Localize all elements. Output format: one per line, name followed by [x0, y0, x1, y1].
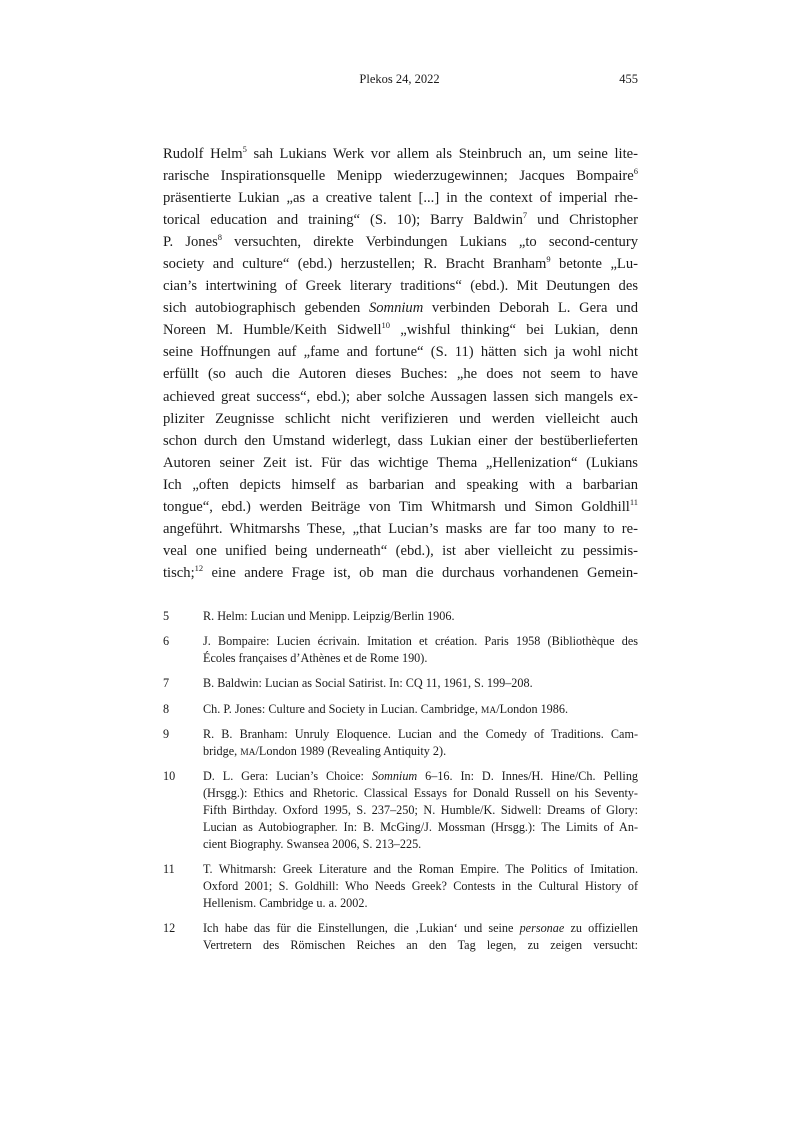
footnote-number: 6 [163, 634, 170, 649]
text-segment: R. Helm: Lucian und Menipp. Leipzig/Berlin 1906. [203, 609, 455, 623]
text-line [163, 143, 638, 165]
footnote-reference: 12 [194, 562, 204, 573]
footnote [163, 768, 638, 853]
text-segment: Lucian as Autobiographer. In: B. McGing/J. Mossman (Hrsgg.): The Limits of An- [203, 819, 638, 834]
footnote [163, 633, 638, 667]
text-line [163, 452, 638, 474]
text-segment: Vertretern des Römischen Reiches an den Tag legen, zu zeigen versucht: [203, 938, 638, 953]
footnote-line [203, 633, 638, 650]
footnote-text [203, 768, 638, 853]
footnote-reference: 7 [522, 210, 528, 221]
footnote-line [203, 650, 638, 667]
text-segment: 6–16. In: D. Innes/H. Hine/Ch. Pelling [417, 768, 639, 783]
text-segment: Autoren seiner Zeit ist. Für das wichtige Thema „Hellenization“ (Lukians [163, 454, 638, 471]
italic-text: Somnium [368, 300, 424, 317]
footnote-line [203, 920, 638, 937]
text-segment: achieved great success“, ebd.); aber solche Aussagen lassen sich mangels ex- [163, 388, 638, 405]
footnote-number: 5 [163, 609, 170, 623]
text-segment: Oxford 2001; S. Goldhill: Who Needs Greek? Contests in the Cultural History of [203, 879, 638, 894]
footnote-number: 9 [163, 726, 170, 741]
footnote-reference: 5 [242, 144, 247, 154]
footnote-reference: 6 [633, 166, 638, 177]
footnote [163, 701, 638, 718]
footnote [163, 861, 638, 912]
footnote [163, 726, 638, 760]
text-segment: Fifth Birthday. Oxford 1995, S. 237–250; N. Humble/K. Sidwell: Dreams of Glory: [203, 802, 638, 817]
text-segment: pliziter Zeugnisse schlicht nicht verifizieren und werden vielleicht auch [163, 410, 638, 427]
text-segment: Écoles françaises d’Athènes et de Rome 190). [203, 651, 428, 666]
text-line [163, 275, 638, 297]
footnote-line [203, 937, 638, 954]
text-segment: rarische Inspirationsquelle Menipp wiederzugewinnen; Jacques Bompaire [163, 168, 634, 185]
text-line [163, 474, 638, 496]
text-line [163, 297, 638, 319]
footnote-text [203, 726, 638, 760]
text-segment: D. L. Gera: Lucian’s Choice: [203, 768, 372, 783]
footnote [163, 920, 638, 954]
text-segment: sich autobiographisch gebenden [163, 300, 369, 317]
text-segment: (Hrsgg.): Ethics and Rhetoric. Classical Essays for Donald Russell on his Seventy- [203, 785, 638, 800]
text-line [163, 319, 638, 341]
text-segment: tongue“, ebd.) werden Beiträge von Tim Whitmarsh und Simon Goldhill [163, 498, 630, 515]
footnote [163, 608, 638, 625]
text-line [163, 562, 638, 584]
footnote-reference: 11 [629, 496, 638, 507]
footnote-text [203, 861, 638, 912]
text-segment: präsentierte Lukian „as a creative talent [...] in the context of imperial rhe- [163, 190, 638, 207]
text-segment: B. Baldwin: Lucian as Social Satirist. In: CQ 11, 1961, S. 199–208. [203, 676, 533, 691]
text-segment: cian’s intertwining of Greek literary traditions“ (ebd.). Mit Deutungen des [163, 278, 638, 295]
footnote-text [203, 608, 638, 625]
text-segment: torical education and training“ (S. 10); Barry Baldwin [163, 212, 523, 229]
footnote-line [203, 608, 638, 625]
text-segment: Ich „often depicts himself as barbarian and speaking with a barbarian [163, 476, 638, 493]
text-segment: angeführt. Whitmarshs These, „that Lucian’s masks are far too many to re- [163, 520, 638, 537]
text-line [163, 209, 638, 231]
text-segment: bridge, [203, 743, 241, 758]
footnote-number: 8 [163, 701, 170, 716]
text-segment: Ch. P. Jones: Culture and Society in Lucian. Cambridge, [203, 701, 481, 716]
footnote-line [203, 819, 638, 836]
text-line [163, 253, 638, 275]
text-line [163, 496, 638, 518]
footnote-line [203, 743, 638, 760]
text-segment: sah Lukians Werk vor allem als Steinbruch an, um seine lite- [246, 146, 638, 162]
running-header-journal: Plekos 24, 2022 [359, 72, 440, 86]
text-segment: veal one unified being underneath“ (ebd.), ist aber vielleicht zu pessimis- [163, 542, 638, 559]
footnote-number: 7 [163, 676, 170, 691]
text-segment: betonte „Lu- [550, 256, 638, 273]
text-segment: „wishful thinking“ bei Lukian, denn [390, 322, 638, 339]
footnote-text [203, 675, 638, 692]
footnote-number: 10 [163, 768, 176, 783]
text-line [163, 540, 638, 562]
footnote-text [203, 920, 638, 954]
text-segment: Hellenism. Cambridge u. a. 2002. [203, 896, 368, 911]
text-segment: R. B. Branham: Unruly Eloquence. Lucian and the Comedy of Traditions. Cam- [203, 726, 638, 741]
footnotes [163, 608, 638, 963]
text-segment: Rudolf Helm [163, 146, 243, 162]
text-line [163, 341, 638, 363]
text-segment: Noreen M. Humble/Keith Sidwell [163, 322, 382, 339]
text-segment: erfüllt (so auch die Autoren dieses Buches: „he does not seem to have [163, 366, 638, 383]
italic-text: personae [519, 921, 565, 936]
text-line [163, 363, 638, 385]
text-segment: eine andere Frage ist, ob man die durchaus vorhandenen Gemein- [203, 564, 638, 581]
footnote-text [203, 701, 638, 718]
text-segment: J. Bompaire: Lucien écrivain. Imitation et création. Paris 1958 (Bibliothèque des [203, 634, 638, 649]
footnote-line [203, 675, 638, 692]
text-segment: tisch; [163, 564, 195, 581]
text-segment: schon durch den Umstand widerlegt, dass Lukian einer der bestüberlieferten [163, 432, 638, 449]
text-line [163, 386, 638, 408]
text-segment: P. Jones [163, 234, 218, 251]
page-number: 455 [619, 72, 638, 86]
footnote-reference: 9 [546, 254, 551, 265]
footnote-line [203, 726, 638, 743]
text-segment: zu offiziellen [564, 921, 638, 936]
text-segment: verbinden Deborah L. Gera und [423, 300, 638, 317]
text-segment: und Christopher [527, 212, 638, 229]
footnote-line [203, 701, 638, 718]
text-segment: society and culture“ (ebd.) herzustellen; R. Bracht Branham [163, 256, 547, 273]
footnote-reference: 8 [217, 232, 222, 243]
text-line [163, 430, 638, 452]
footnote-line [203, 861, 638, 878]
footnote-line [203, 895, 638, 912]
italic-text: Somnium [371, 768, 418, 783]
text-line [163, 187, 638, 209]
text-segment: MA [480, 705, 497, 716]
footnote-number: 11 [163, 862, 175, 877]
text-line [163, 408, 638, 430]
text-segment: cient Biography. Swansea 2006, S. 213–225. [203, 836, 422, 851]
footnote-line [203, 878, 638, 895]
footnote [163, 675, 638, 692]
text-segment: versuchten, direkte Verbindungen Lukians „to second-century [222, 234, 638, 251]
text-line [163, 165, 638, 187]
footnote-line [203, 802, 638, 819]
footnote-line [203, 768, 638, 785]
footnote-reference: 10 [381, 320, 391, 331]
footnote-text [203, 633, 638, 667]
text-line [163, 518, 638, 540]
text-segment: MA [240, 747, 256, 758]
body-text [163, 143, 638, 584]
text-segment: Ich habe das für die Einstellungen, die ‚Lukian‘ und seine [203, 921, 520, 936]
footnote-line [203, 836, 638, 853]
footnote-number: 12 [163, 921, 176, 936]
text-segment: T. Whitmarsh: Greek Literature and the Roman Empire. The Politics of Imitation. [203, 862, 638, 877]
text-segment: /London 1989 (Revealing Antiquity 2). [255, 743, 447, 758]
footnote-line [203, 785, 638, 802]
text-line [163, 231, 638, 253]
text-segment: /London 1986. [496, 701, 569, 716]
text-segment: seine Hoffnungen auf „fame and fortune“ (S. 11) hätten sich ja wohl nicht [163, 344, 638, 361]
